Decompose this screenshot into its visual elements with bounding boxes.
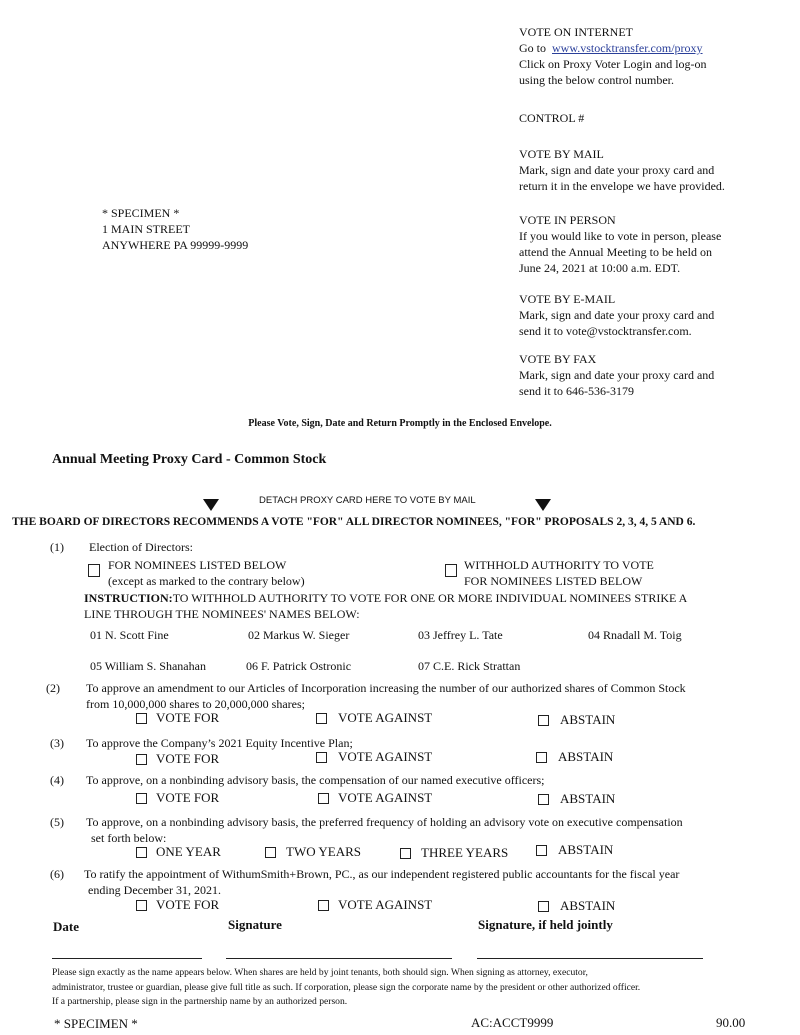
- board-recommendation: THE BOARD OF DIRECTORS RECOMMENDS A VOTE "FOR" ALL DIRECTOR NOMINEES, "FOR" PROPOSALS 2, 3, 4, 5 AND 6.: [12, 516, 696, 528]
- date-field[interactable]: [52, 958, 202, 959]
- proposal4-abstain-checkbox[interactable]: [538, 794, 549, 805]
- proposal6-text: [84, 866, 784, 898]
- proposal2-for-label: VOTE FOR: [156, 710, 220, 725]
- proposal2-abstain-label: ABSTAIN: [560, 712, 616, 727]
- vote-person-line3: June 24, 2021 at 10:00 a.m. EDT.: [519, 261, 681, 275]
- proposal3-for-checkbox[interactable]: [136, 754, 147, 765]
- proposal2-abstain-checkbox[interactable]: [538, 715, 549, 726]
- vote-email-title: VOTE BY E-MAIL: [519, 292, 616, 306]
- card-title: Annual Meeting Proxy Card - Common Stock: [52, 452, 327, 467]
- signing-note-line2: administrator, trustee or guardian, please give full title as such. If corporation, please sign the corporate name by the president or other authorized officer.: [52, 981, 641, 993]
- proposal5-abstain-checkbox[interactable]: [536, 845, 547, 856]
- proposal5-two-years-label: TWO YEARS: [286, 844, 361, 859]
- vote-fax-title: VOTE BY FAX: [519, 352, 597, 366]
- vote-mail-title: VOTE BY MAIL: [519, 147, 604, 161]
- nominee-02[interactable]: 02 Markus W. Sieger: [248, 628, 350, 642]
- signing-note-line1: Please sign exactly as the name appears below. When shares are held by joint tenants, both should sign. When signing as attorney, executor,: [52, 967, 588, 978]
- vote-internet-title: VOTE ON INTERNET: [519, 25, 633, 39]
- address-line1: * SPECIMEN *: [102, 206, 180, 220]
- proposal6-line1: To ratify the appointment of WithumSmith+Brown, PC., as our independent registered public accountants for the fiscal year: [84, 867, 680, 881]
- proposal3-for-label: VOTE FOR: [156, 751, 220, 766]
- proposal5-three-years-checkbox[interactable]: [400, 848, 411, 859]
- vote-email-line2: send it to vote@vstocktransfer.com.: [519, 324, 692, 338]
- signing-note-line3: If a partnership, please sign in the partnership name by an authorized person.: [52, 996, 348, 1007]
- vote-by-fax: [519, 351, 789, 399]
- proposal3-abstain-label: ABSTAIN: [558, 749, 614, 764]
- proposal6-against-checkbox[interactable]: [318, 900, 329, 911]
- instruction-line1: [84, 590, 764, 606]
- withhold-instruction: [84, 590, 764, 622]
- withhold-label-line2: FOR NOMINEES LISTED BELOW: [464, 574, 643, 588]
- proposal4-for-label: VOTE FOR: [156, 790, 220, 805]
- proposal4-text: To approve, on a nonbinding advisory basis, the compensation of our named executive officers;: [86, 773, 545, 787]
- for-nominees-option: [108, 557, 305, 589]
- nominee-07[interactable]: 07 C.E. Rick Strattan: [418, 659, 521, 673]
- proposal6-abstain-checkbox[interactable]: [538, 901, 549, 912]
- address-line3: ANYWHERE PA 99999-9999: [102, 238, 249, 252]
- proposal1-number: (1): [50, 540, 64, 554]
- proposal2-line2: from 10,000,000 shares to 20,000,000 shares;: [86, 697, 305, 711]
- vote-internet-line3: using the below control number.: [519, 73, 674, 87]
- signature-label: Signature: [228, 917, 282, 932]
- proposal4-for-checkbox[interactable]: [136, 793, 147, 804]
- vote-by-mail: [519, 146, 789, 194]
- vote-internet-goto-line: [519, 40, 789, 56]
- proposal3-against-label: VOTE AGAINST: [338, 749, 433, 764]
- vote-fax-line1: Mark, sign and date your proxy card and: [519, 368, 715, 382]
- proposal6-for-checkbox[interactable]: [136, 900, 147, 911]
- proposal5-three-years-label: THREE YEARS: [421, 845, 509, 860]
- proposal5-line1: To approve, on a nonbinding advisory basis, the preferred frequency of holding an advisory vote on executive compensation: [86, 815, 683, 829]
- proposal2-line1: To approve an amendment to our Articles of Incorporation increasing the number of our authorized shares of Common Stock: [86, 681, 686, 695]
- voting-instructions: [519, 24, 789, 88]
- withhold-label-line1: WITHHOLD AUTHORITY TO VOTE: [464, 558, 654, 572]
- proposal5-text: [86, 814, 786, 846]
- proposal6-for-label: VOTE FOR: [156, 897, 220, 912]
- proposal5-two-years-checkbox[interactable]: [265, 847, 276, 858]
- proxy-website-link[interactable]: www.vstocktransfer.com/proxy: [552, 41, 703, 55]
- vote-mail-line1: Mark, sign and date your proxy card and: [519, 163, 715, 177]
- withhold-authority-checkbox[interactable]: [445, 564, 457, 577]
- account-code: AC:ACCT9999: [471, 1015, 554, 1030]
- vote-by-email: [519, 291, 789, 339]
- nominee-01[interactable]: 01 N. Scott Fine: [90, 628, 169, 642]
- proposal2-text: [86, 680, 786, 712]
- nominee-05[interactable]: 05 William S. Shanahan: [90, 659, 206, 673]
- for-nominees-sublabel: (except as marked to the contrary below): [108, 574, 305, 588]
- instruction-line2: LINE THROUGH THE NOMINEES' NAMES BELOW:: [84, 607, 360, 621]
- withhold-authority-option: [464, 557, 654, 589]
- vote-person-title: VOTE IN PERSON: [519, 213, 616, 227]
- goto-label: Go to: [519, 41, 546, 55]
- proposal3-text: To approve the Company’s 2021 Equity Incentive Plan;: [86, 736, 353, 750]
- proposal4-against-checkbox[interactable]: [318, 793, 329, 804]
- proposal5-one-year-checkbox[interactable]: [136, 847, 147, 858]
- vote-mail-line2: return it in the envelope we have provided.: [519, 179, 725, 193]
- proposal4-abstain-label: ABSTAIN: [560, 791, 616, 806]
- detach-instruction: DETACH PROXY CARD HERE TO VOTE BY MAIL: [259, 495, 476, 506]
- joint-signature-label: Signature, if held jointly: [478, 917, 613, 932]
- please-vote-notice: Please Vote, Sign, Date and Return Promptly in the Enclosed Envelope.: [248, 418, 552, 429]
- footer-specimen: * SPECIMEN *: [54, 1016, 138, 1031]
- proposal5-line2: set forth below:: [91, 831, 167, 845]
- vote-person-line1: If you would like to vote in person, please: [519, 229, 722, 243]
- detach-arrow-right-icon: [535, 499, 551, 511]
- proposal5-one-year-label: ONE YEAR: [156, 844, 221, 859]
- address-line2: 1 MAIN STREET: [102, 222, 190, 236]
- for-nominees-label: FOR NOMINEES LISTED BELOW: [108, 558, 287, 572]
- proposal3-abstain-checkbox[interactable]: [536, 752, 547, 763]
- vote-person-line2: attend the Annual Meeting to be held on: [519, 245, 712, 259]
- date-label: Date: [53, 919, 79, 934]
- proposal6-line2: ending December 31, 2021.: [88, 883, 221, 897]
- proposal5-number: (5): [50, 815, 64, 829]
- proposal5-abstain-label: ABSTAIN: [558, 842, 614, 857]
- for-nominees-checkbox[interactable]: [88, 564, 100, 577]
- proposal6-abstain-label: ABSTAIN: [560, 898, 616, 913]
- control-number-label: CONTROL #: [519, 111, 585, 125]
- signing-instructions: [52, 966, 792, 1010]
- proposal4-number: (4): [50, 773, 64, 787]
- signature-field[interactable]: [226, 958, 452, 959]
- proposal1-title: Election of Directors:: [89, 540, 193, 554]
- proposal6-against-label: VOTE AGAINST: [338, 897, 433, 912]
- share-amount: 90.00: [716, 1015, 746, 1030]
- joint-signature-field[interactable]: [477, 958, 703, 959]
- proposal6-number: (6): [50, 867, 64, 881]
- detach-arrow-left-icon: [203, 499, 219, 511]
- nominee-04[interactable]: 04 Rnadall M. Toig: [588, 628, 682, 642]
- instruction-text1: TO WITHHOLD AUTHORITY TO VOTE FOR ONE OR MORE INDIVIDUAL NOMINEES STRIKE A: [172, 591, 688, 605]
- proposal2-against-label: VOTE AGAINST: [338, 710, 433, 725]
- vote-email-line1: Mark, sign and date your proxy card and: [519, 308, 715, 322]
- proposal2-number: (2): [46, 681, 60, 695]
- vote-internet-line2: Click on Proxy Voter Login and log-on: [519, 57, 707, 71]
- proposal3-number: (3): [50, 736, 64, 750]
- proposal2-for-checkbox[interactable]: [136, 713, 147, 724]
- shareholder-address: [102, 205, 248, 253]
- proposal4-against-label: VOTE AGAINST: [338, 790, 433, 805]
- instruction-label: INSTRUCTION:: [84, 591, 173, 605]
- vote-fax-line2: send it to 646-536-3179: [519, 384, 634, 398]
- proposal2-against-checkbox[interactable]: [316, 713, 327, 724]
- nominee-03[interactable]: 03 Jeffrey L. Tate: [418, 628, 503, 642]
- proposal3-against-checkbox[interactable]: [316, 752, 327, 763]
- nominee-06[interactable]: 06 F. Patrick Ostronic: [246, 659, 352, 673]
- vote-in-person: [519, 212, 789, 276]
